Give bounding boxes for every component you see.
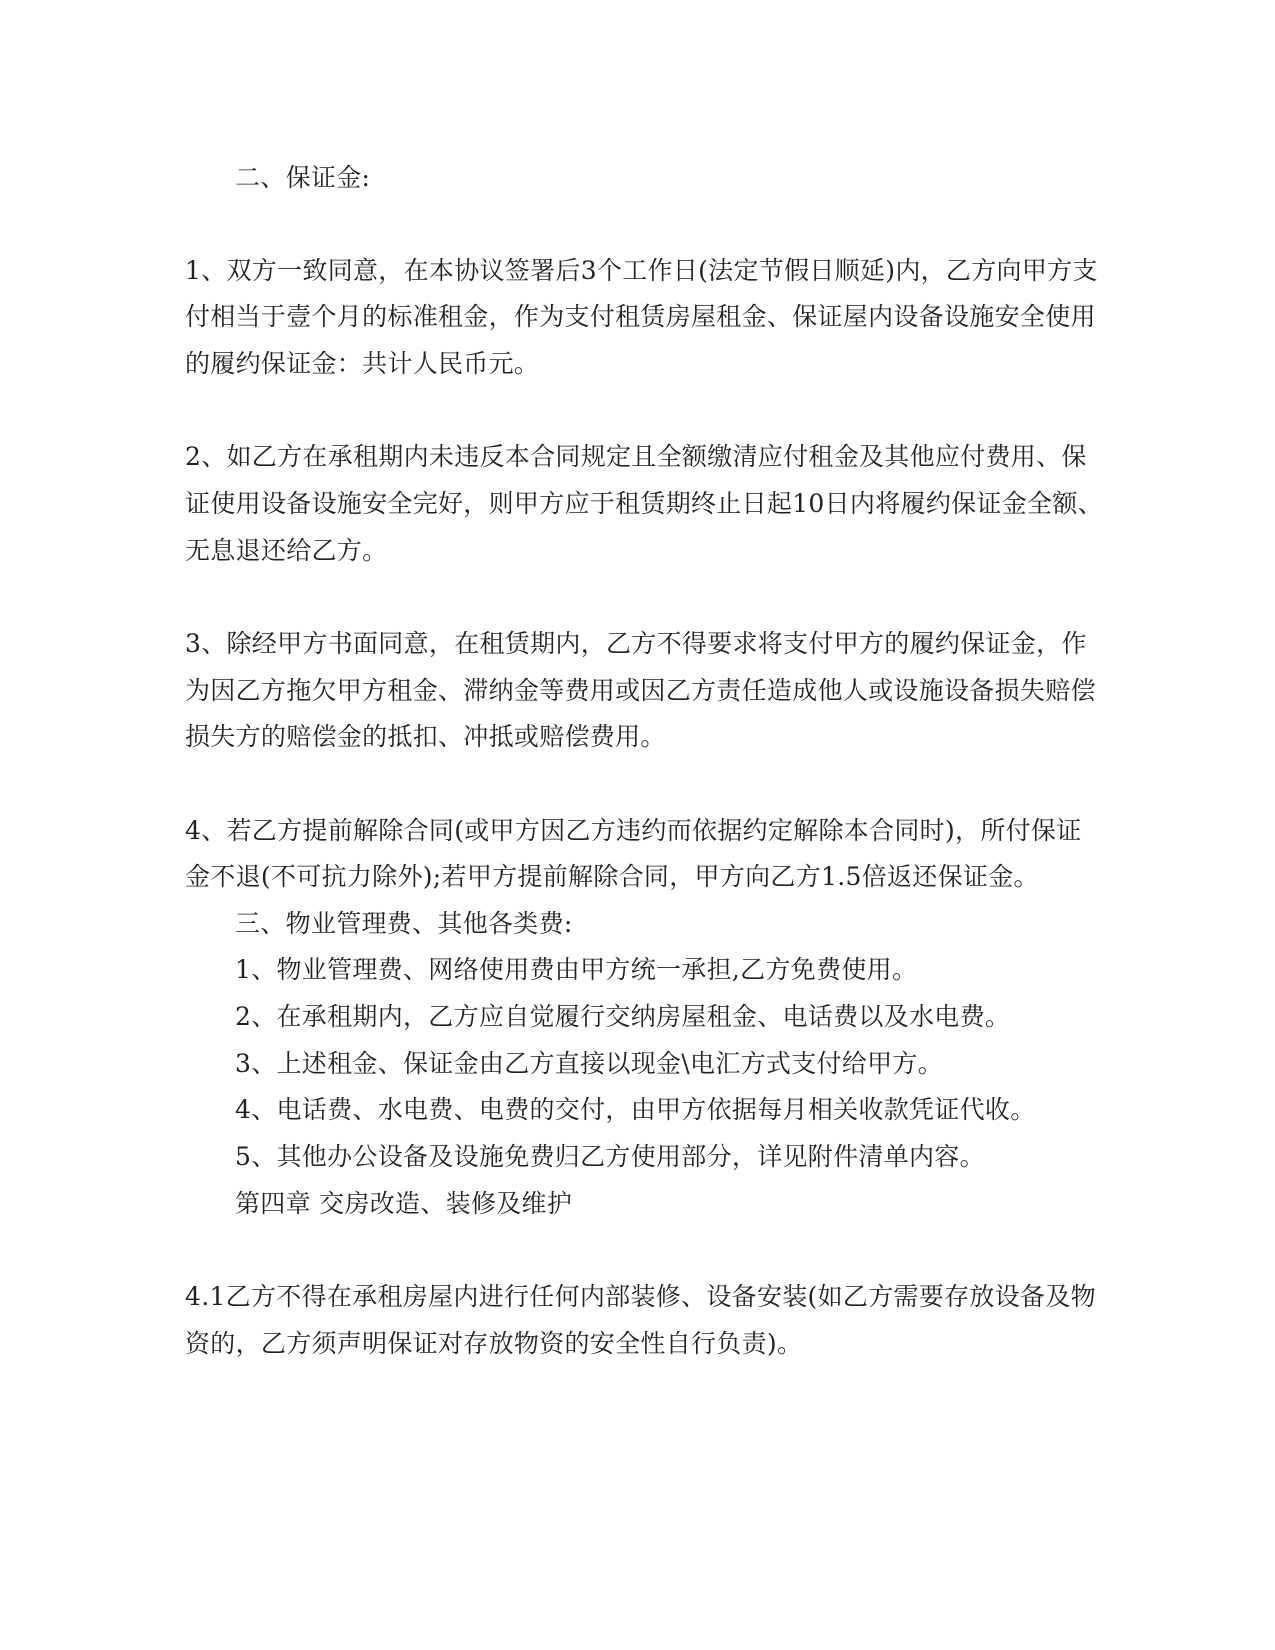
text-line: 金不退(不可抗力除外);若甲方提前解除合同，甲方向乙方1.5倍返还保证金。	[185, 862, 1039, 891]
list-item: 2、在承租期内，乙方应自觉履行交纳房屋租金、电话费以及水电费。	[235, 1002, 1011, 1031]
text-line: 4.1乙方不得在承租房屋内进行任何内部装修、设备安装(如乙方需要存放设备及物	[185, 1282, 1096, 1311]
text-line: 3、除经甲方书面同意，在租赁期内，乙方不得要求将支付甲方的履约保证金，作	[185, 629, 1087, 658]
list-item: 1、物业管理费、网络使用费由甲方统一承担,乙方免费使用。	[235, 955, 918, 984]
text-line: 资的，乙方须声明保证对存放物资的安全性自行负责)。	[185, 1329, 803, 1358]
text-line: 4、若乙方提前解除合同(或甲方因乙方违约而依据约定解除本合同时)，所付保证	[185, 816, 1082, 845]
list-item: 5、其他办公设备及设施免费归乙方使用部分，详见附件清单内容。	[235, 1142, 985, 1171]
text-line: 2、如乙方在承租期内未违反本合同规定且全额缴清应付租金及其他应付费用、保	[185, 442, 1087, 471]
chapter-heading: 第四章 交房改造、装修及维护	[235, 1189, 573, 1218]
text-line: 的履约保证金：共计人民币元。	[185, 349, 540, 378]
list-item: 4、电话费、水电费、电费的交付，由甲方依据每月相关收款凭证代收。	[235, 1095, 1036, 1124]
text-line: 损失方的赔偿金的抵扣、冲抵或赔偿费用。	[185, 722, 666, 751]
text-line: 证使用设备设施安全完好，则甲方应于租赁期终止日起10日内将履约保证金全额、	[185, 489, 1103, 518]
text-line: 无息退还给乙方。	[185, 536, 388, 565]
section-heading-fees: 三、物业管理费、其他各类费:	[235, 909, 573, 938]
text-line: 1、双方一致同意，在本协议签署后3个工作日(法定节假日顺延)内，乙方向甲方支	[185, 256, 1098, 285]
text-line: 为因乙方拖欠甲方租金、滞纳金等费用或因乙方责任造成他人或设施设备损失赔偿	[185, 676, 1096, 705]
list-item: 3、上述租金、保证金由乙方直接以现金\电汇方式支付给甲方。	[235, 1049, 944, 1078]
section-heading-deposit: 二、保证金:	[235, 163, 371, 192]
text-line: 付相当于壹个月的标准租金，作为支付租赁房屋租金、保证屋内设备设施安全使用	[185, 302, 1096, 331]
